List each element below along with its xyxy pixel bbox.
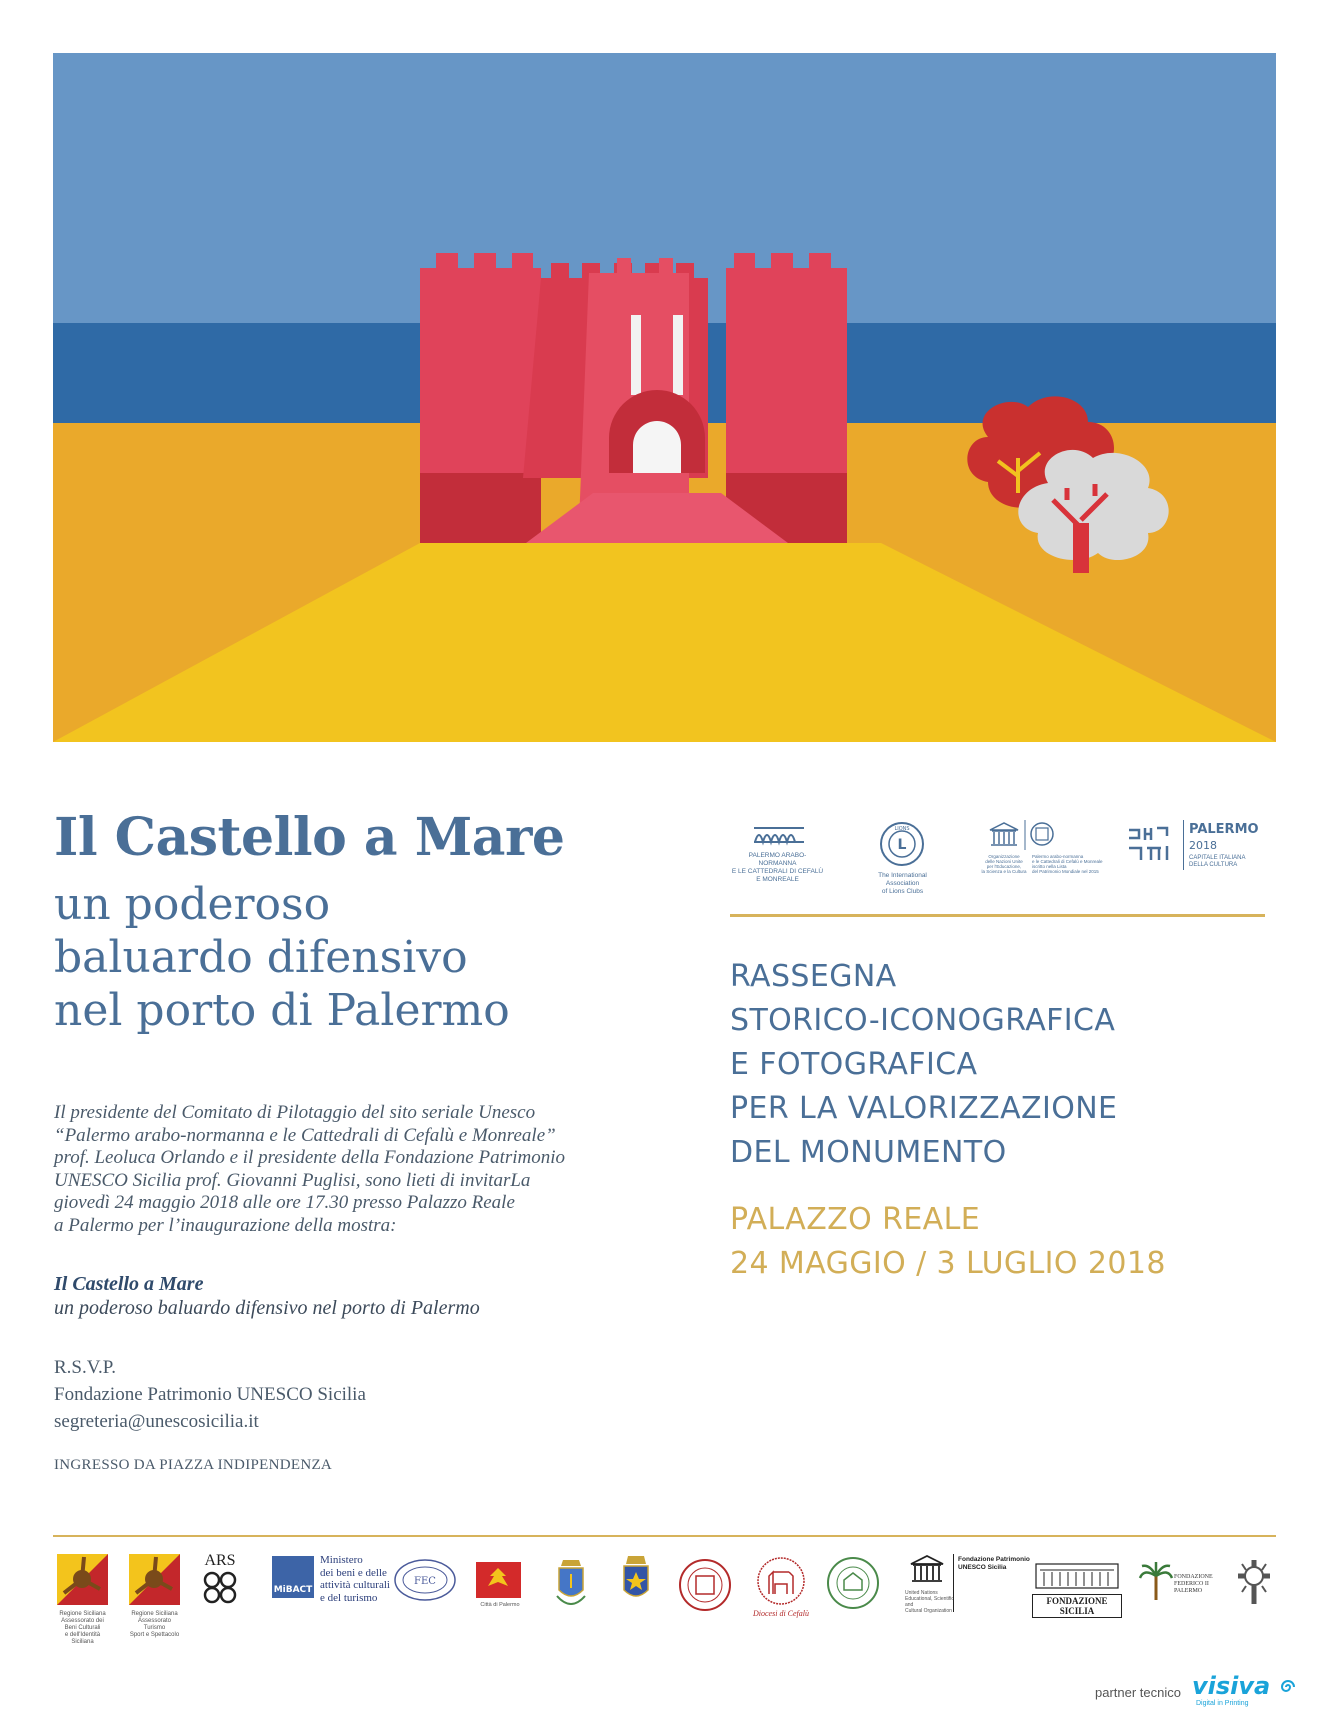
logo-citta-palermo: Città di Palermo: [476, 1562, 524, 1609]
coat-of-arms-icon: [618, 1552, 654, 1610]
entrance-note: INGRESSO DA PIAZZA INDIPENDENZA: [54, 1457, 333, 1473]
rassegna-line: RASSEGNA: [730, 959, 897, 994]
rassegna-line: PER LA VALORIZZAZIONE: [730, 1091, 1118, 1126]
round-seal-icon: [678, 1558, 733, 1613]
invitation-line: UNESCO Sicilia prof. Giovanni Puglisi, sono lieti di invitarLa: [54, 1169, 531, 1191]
invitation-line: giovedì 24 maggio 2018 alle ore 17.30 presso Palazzo Reale: [54, 1192, 515, 1213]
invitation-line: prof. Leoluca Orlando e il presidente della Fondazione Patrimonio: [54, 1147, 566, 1168]
top-partner-logos: [730, 820, 1265, 895]
title-block: [54, 808, 674, 1037]
fondazione-sicilia-label: FONDAZIONE SICILIA: [1032, 1594, 1122, 1618]
rsvp-block: [54, 1354, 366, 1435]
logo-fec: [393, 1558, 458, 1607]
venue-block: [730, 1198, 1166, 1286]
subtitle-line: nel porto di Palermo: [54, 985, 510, 1036]
unesco-temple-icon: [980, 820, 1120, 850]
trinacria-icon: [55, 1552, 110, 1607]
eagle-cross-icon: [1232, 1556, 1276, 1608]
rsvp-org: Fondazione Patrimonio UNESCO Sicilia: [54, 1384, 366, 1405]
ministero-line: attività culturali: [320, 1579, 390, 1591]
logo-diocesi-cefalu: Diocesi di Cefalù: [747, 1556, 815, 1617]
arches-icon: [730, 820, 825, 848]
hero-illustration: [53, 53, 1276, 742]
visiva-brand: visiva: [1192, 1672, 1271, 1700]
logo-imperial-eagle: [1232, 1556, 1276, 1612]
invitation-line: a Palermo per l’inaugurazione della mostra:: [54, 1214, 397, 1236]
mibact-label: MiBACT: [272, 1556, 314, 1598]
venue-dates: 24 MAGGIO / 3 LUGLIO 2018: [730, 1246, 1166, 1281]
castle-slit-left: [631, 315, 641, 395]
fec-seal-icon: [393, 1558, 458, 1603]
logo-arabo-normanna: PALERMO ARABO-NORMANNA E LE CATTEDRALI DI CEFALÙ E MONREALE: [730, 820, 825, 895]
lions-ring-text: LIONS: [894, 826, 910, 832]
logo-comune-1: [553, 1556, 589, 1618]
coat-of-arms-icon: [553, 1556, 589, 1614]
castle-scene: [53, 53, 1276, 742]
logo-palermo-capitale: PALERMO 2018 CAPITALE ITALIANA DELLA CULTURA: [1125, 820, 1265, 895]
logo-federico: FONDAZIONE FEDERICO II PALERMO: [1138, 1560, 1208, 1606]
partner-tech-label: partner tecnico: [1095, 1685, 1181, 1700]
castle-left-base: [420, 473, 541, 543]
logo-comune-2: [618, 1552, 654, 1614]
footer-divider: [53, 1535, 1276, 1537]
venue-place: PALAZZO REALE: [730, 1202, 981, 1237]
logo-ars: [200, 1552, 240, 1608]
logo-seal-green: [826, 1556, 880, 1614]
fec-label: FEC: [414, 1576, 436, 1587]
castle-slit-right: [673, 315, 683, 395]
logo-lions: L LIONS The International Association of Lions Clubs: [865, 820, 940, 895]
ars-emblem-icon: [200, 1570, 240, 1604]
trinacria-icon: [127, 1552, 182, 1607]
palazzo-facade-icon: [1032, 1562, 1122, 1590]
page-title: Il Castello a Mare: [54, 807, 565, 868]
castle-door: [633, 421, 681, 473]
cathedral-seal-icon: [747, 1556, 815, 1606]
logo-seal-red: [678, 1558, 733, 1617]
unesco-temple-icon: [905, 1554, 949, 1586]
invitation-text: [54, 1102, 654, 1237]
subtitle-line: un poderoso: [54, 879, 331, 930]
page-subtitle: [54, 878, 674, 1037]
invitation-line: Il presidente del Comitato di Pilotaggio del sito seriale Unesco: [54, 1102, 536, 1123]
capitale-year: 2018: [1189, 839, 1217, 852]
exhibit-title: Il Castello a Mare: [54, 1273, 204, 1295]
logo-regione-beni-culturali: Regione Siciliana Assessorato dei Beni Culturali e dell'Identità Siciliana: [55, 1552, 110, 1646]
logo-fondazione-sicilia: [1032, 1562, 1122, 1618]
logo-unesco-site: Organizzazione delle Nazioni Unite per l'Educazione, la Scienza e la Cultura Palermo arabo-normanna e le Cattedrali di Cefalù e Monreale iscritto nella Lista del Patrimonio Mondiale nel 2015: [980, 820, 1120, 895]
castle: [420, 253, 847, 543]
ars-label: ARS: [204, 1552, 236, 1569]
logo-unesco-fondazione: United Nations Educational, Scientific and Cultural Organization Fondazione Patrimonio UNESCO Sicilia: [905, 1556, 1030, 1614]
palermo-eagle-icon: [476, 1562, 521, 1598]
svg-text:L: L: [897, 837, 907, 853]
capitale-name: PALERMO: [1189, 822, 1259, 837]
invitation-line: “Palermo arabo-normanna e le Cattedrali di Cefalù e Monreale”: [54, 1124, 556, 1146]
round-seal-icon: [826, 1556, 880, 1610]
rsvp-email[interactable]: segreteria@unescosicilia.it: [54, 1411, 259, 1432]
visiva-tagline: Digital in Printing: [1196, 1700, 1249, 1707]
rsvp-label: R.S.V.P.: [54, 1357, 116, 1378]
exhibit-subtitle: un poderoso baluardo difensivo nel porto di Palermo: [54, 1297, 480, 1319]
spiral-icon: [1279, 1678, 1297, 1696]
rassegna-line: E FOTOGRAFICA: [730, 1047, 978, 1082]
logo-regione-turismo: Regione Siciliana Assessorato Turismo Sport e Spettacolo: [127, 1552, 182, 1639]
ministero-line: e del turismo: [320, 1591, 378, 1604]
lions-icon: [865, 820, 940, 868]
rassegna-heading: [730, 955, 1117, 1175]
rassegna-line: DEL MONUMENTO: [730, 1135, 1007, 1170]
rassegna-line: STORICO-ICONOGRAFICA: [730, 1003, 1116, 1038]
subtitle-line: baluardo difensivo: [54, 932, 468, 983]
palm-tree-icon: [1138, 1560, 1174, 1602]
visiva-logo: [1192, 1672, 1297, 1700]
ministero-line: Ministero: [320, 1554, 363, 1566]
gold-divider: [730, 914, 1265, 917]
capitale-glyph-icon: [1125, 822, 1180, 867]
ministero-line: dei beni e delle: [320, 1566, 387, 1579]
exhibit-name: [54, 1272, 674, 1320]
